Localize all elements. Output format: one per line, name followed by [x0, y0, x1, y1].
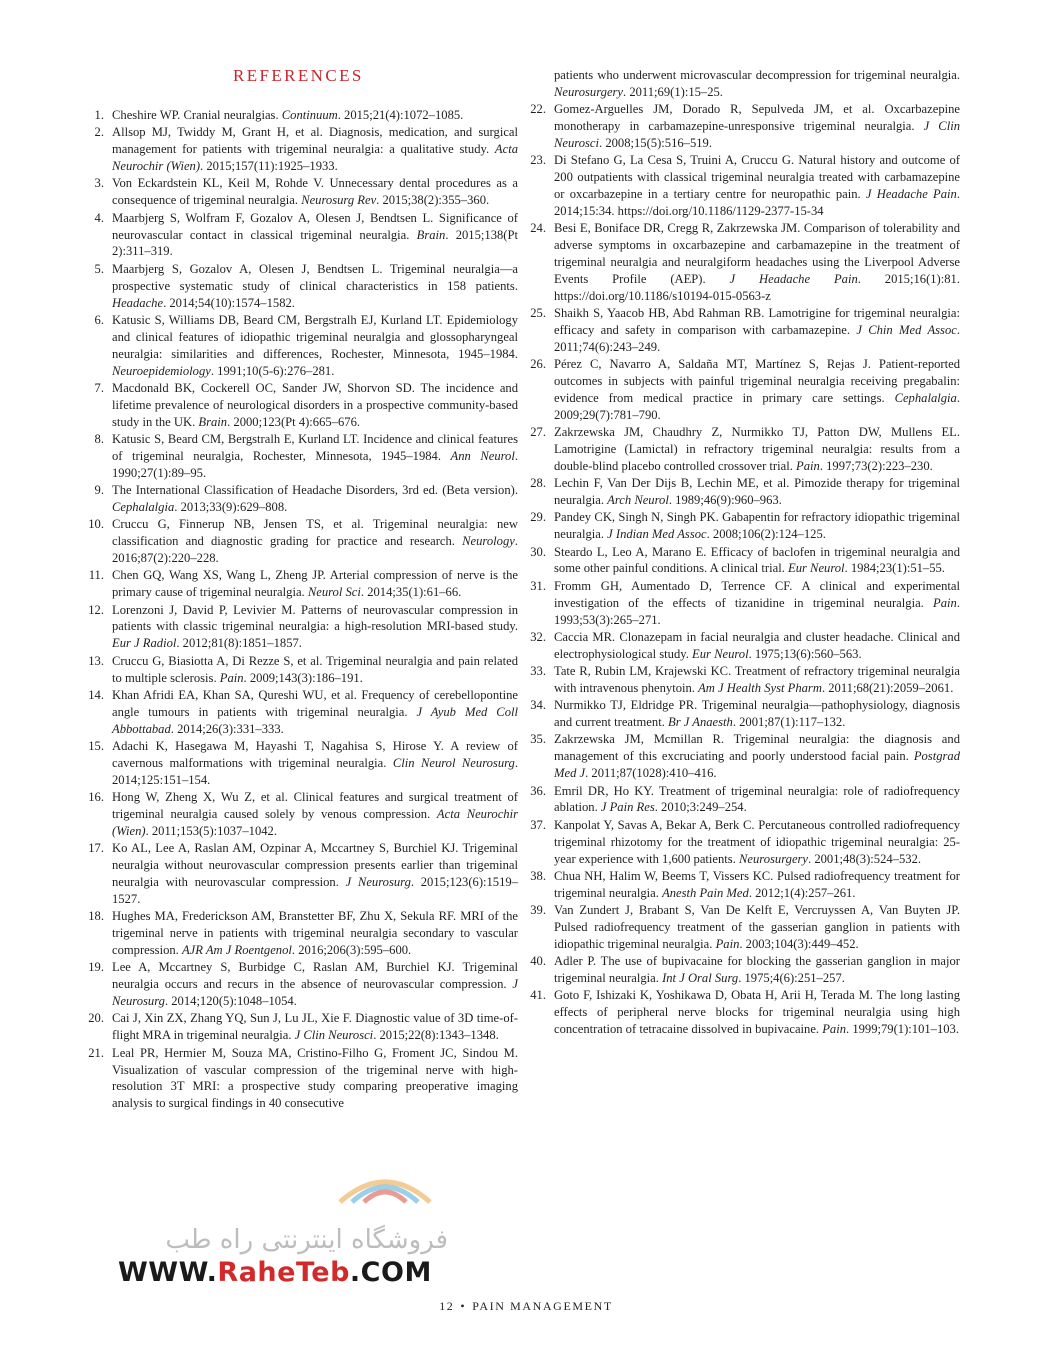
reference-details: . 2012;81(8):1851–1857.: [176, 636, 302, 651]
reference-number: 1.: [94, 108, 104, 122]
reference-citation: Cruccu G, Finnerup NB, Jensen TS, et al. Trigeminal neuralgia: new classification and diagnostic grading for practice and research.: [112, 517, 518, 549]
reference-text: [112, 261, 518, 312]
reference-number: 38.: [530, 868, 546, 883]
reference-details: . 1993;53(3):265–271.: [554, 595, 960, 627]
reference-details: . 2014;15:34. https://doi.org/10.1186/1129-2377-15-34: [554, 186, 960, 218]
reference-number: 12.: [88, 602, 104, 617]
reference-text: [112, 687, 518, 738]
reference-details: . 2014;35(1):61–66.: [360, 585, 462, 600]
reference-details: . 1999;79(1):101–103.: [846, 1022, 960, 1037]
reference-citation: Lorenzoni J, David P, Levivier M. Patterns of neurovascular compression in patients with classic trigeminal neuralgia: a high-resolution MRI-based study.: [112, 602, 518, 634]
reference-continuation-journal: Neurosurgery: [554, 84, 624, 99]
reference-journal: J Headache Pain: [865, 186, 957, 201]
reference-item: [78, 959, 518, 1010]
reference-number: 35.: [530, 732, 546, 747]
reference-item: [520, 783, 960, 817]
reference-journal: Neuroepidemiology: [112, 363, 211, 378]
reference-item: [78, 107, 518, 124]
reference-journal: J Neurosurg: [112, 977, 518, 1009]
reference-journal: Pain: [715, 936, 740, 951]
footer-title: PAIN MANAGEMENT: [472, 1299, 613, 1313]
reference-item: [520, 305, 960, 356]
reference-details: . 2011;74(6):243–249.: [554, 322, 960, 354]
reference-number: 31.: [530, 578, 546, 593]
reference-journal: Brain: [416, 227, 446, 242]
reference-number: 40.: [530, 954, 546, 969]
reference-citation: Caccia MR. Clonazepam in facial neuralgia and cluster headache. Clinical and electrophysiological study.: [554, 629, 960, 661]
reference-citation: Adler P. The use of bupivacaine for blocking the gasserian ganglion in major trigeminal neuralgia.: [554, 954, 960, 986]
reference-citation: Cruccu G, Biasiotta A, Di Rezze S, et al. Trigeminal neuralgia and pain related to multiple sclerosis.: [112, 653, 518, 685]
reference-number: 25.: [530, 305, 546, 320]
reference-details: . 2003;104(3):449–452.: [739, 936, 859, 951]
reference-number: 29.: [530, 510, 546, 525]
reference-text: [554, 697, 960, 731]
reference-citation: Chen GQ, Wang XS, Wang L, Zheng JP. Arterial compression of nerve is the primary cause of trigeminal neuralgia.: [112, 568, 518, 600]
reference-item: [520, 578, 960, 629]
reference-details: . 2015;138(Pt 2):311–319.: [112, 227, 518, 259]
reference-item: [78, 431, 518, 482]
reference-journal: AJR Am J Roentgenol: [181, 943, 292, 958]
reference-item: [78, 210, 518, 261]
reference-details: . 2013;33(9):629–808.: [174, 499, 288, 514]
reference-text: [554, 663, 960, 697]
reference-item: [78, 1045, 518, 1113]
watermark: [118, 1225, 448, 1288]
reference-number: 36.: [530, 783, 546, 798]
reference-number: 8.: [94, 431, 104, 446]
reference-text: [112, 1045, 518, 1113]
references-column-left: [78, 107, 518, 1113]
reference-number: 24.: [530, 220, 546, 235]
reference-details: . 1991;10(5-6):276–281.: [210, 363, 335, 378]
reference-number: 7.: [94, 380, 104, 395]
reference-details: . 2014;54(10):1574–1582.: [163, 295, 295, 310]
reference-details: . 2010;3:249–254.: [654, 800, 747, 815]
reference-item: [520, 663, 960, 697]
reference-number: 17.: [88, 841, 104, 856]
reference-journal: J Clin Neurosci: [294, 1028, 374, 1043]
reference-item: [520, 220, 960, 305]
reference-citation: Pandey CK, Singh N, Singh PK. Gabapentin for refractory idiopathic trigeminal neuralgia.: [554, 510, 960, 542]
reference-citation: Katusic S, Williams DB, Beard CM, Bergstralh EJ, Kurland LT. Epidemiology and clinical features of idiopathic trigeminal neuralgia and glossopharyngeal neuralgia: similarities and differences, Rochester, Minnesota, 1945–1984.: [112, 312, 518, 361]
reference-citation: Hughes MA, Frederickson AM, Branstetter BF, Zhu X, Sekula RF. MRI of the trigeminal nerve in patients with trigeminal neuralgia secondary to vascular compression.: [112, 909, 518, 958]
reference-citation: Van Zundert J, Brabant S, Van De Kelft E, Vercruyssen A, Van Buyten JP. Pulsed radiofrequency treatment of the gasserian ganglion in patients with idiopathic trigeminal neuralgia.: [554, 903, 960, 951]
reference-number: 28.: [530, 476, 546, 491]
reference-journal: Pain: [796, 458, 820, 473]
reference-details: . 2014;26(3):331–333.: [170, 721, 284, 736]
reference-text: [554, 578, 960, 629]
reference-continuation-details: . 2011;69(1):15–25.: [623, 84, 723, 99]
reference-citation: The International Classification of Headache Disorders, 3rd ed. (Beta version).: [112, 483, 518, 498]
reference-text: [554, 356, 960, 424]
reference-citation: Ko AL, Lee A, Raslan AM, Ozpinar A, Mccartney S, Burchiel KJ. Trigeminal neuralgia without neurovascular compression presents earlier than trigeminal neuralgia with neurovascular compression.: [112, 841, 518, 890]
reference-journal: Pain: [219, 670, 244, 685]
reference-details: . 2016;206(3):595–600.: [291, 943, 412, 958]
reference-journal: J Pain Res: [600, 800, 655, 815]
reference-citation: Maarbjerg S, Wolfram F, Gozalov A, Olesen J, Bendtsen L. Significance of neurovascular contact in classical trigeminal neuralgia.: [112, 210, 518, 242]
reference-text: [112, 789, 518, 840]
reference-item: [78, 602, 518, 653]
reference-number: 16.: [88, 790, 104, 805]
page-footer: [0, 1299, 1052, 1314]
reference-citation: Emril DR, Ho KY. Treatment of trigeminal neuralgia: role of radiofrequency ablation.: [554, 783, 960, 815]
reference-text: [112, 908, 518, 959]
watermark-persian-text: فروشگاه اینترنتی راه طب: [165, 1225, 448, 1255]
reference-details: . 2012;1(4):257–261.: [748, 885, 856, 900]
reference-text: [554, 868, 960, 902]
reference-journal: Acta Neurochir (Wien): [112, 142, 518, 174]
reference-number: 11.: [88, 568, 104, 583]
reference-text: [554, 902, 960, 953]
reference-citation: Khan Afridi EA, Khan SA, Qureshi WU, et al. Frequency of cerebellopontine angle tumours in patients with trigeminal neuralgia.: [112, 687, 518, 719]
reference-text: [112, 516, 518, 567]
reference-number: 2.: [94, 125, 104, 140]
reference-text: [554, 509, 960, 543]
reference-journal: Clin Neurol Neurosurg: [392, 755, 515, 770]
reference-citation: Adachi K, Hasegawa M, Hayashi T, Nagahisa S, Hirose Y. A review of cavernous malformations with trigeminal neuralgia.: [112, 739, 518, 770]
reference-details: . 2015;157(11):1925–1933.: [200, 159, 338, 174]
reference-details: . 2011;68(21):2059–2061.: [821, 680, 954, 695]
watermark-url: [118, 1257, 448, 1288]
reference-citation: Pérez C, Navarro A, Saldaña MT, Martínez S, Rejas J. Patient-reported outcomes in subjects with painful trigeminal neuralgia receiving pregabalin: evidence from medical practice in primary care settings.: [554, 356, 960, 405]
reference-citation: Chua NH, Halim W, Beems T, Vissers KC. Pulsed radiofrequency treatment for trigeminal neuralgia.: [554, 868, 960, 900]
reference-citation: Besi E, Boniface DR, Cregg R, Zakrzewska JM. Comparison of tolerability and adverse symptoms in oxcarbazepine and carbamazepine in the treatment of trigeminal neuralgia and neuralgiform headaches using the Liverpool Adverse Events Profile (AEP).: [554, 220, 960, 286]
reference-number: 22.: [530, 101, 546, 116]
reference-item: [520, 544, 960, 578]
reference-journal: Continuum: [281, 108, 338, 122]
reference-item: [78, 261, 518, 312]
reference-number: 19.: [88, 960, 104, 975]
reference-item: [520, 629, 960, 663]
reference-number: 32.: [530, 629, 546, 644]
reference-number: 18.: [88, 909, 104, 924]
reference-text: [112, 738, 518, 789]
reference-text: [112, 107, 518, 124]
reference-text: [112, 431, 518, 482]
reference-text: [112, 959, 518, 1010]
reference-number: 13.: [88, 653, 104, 668]
reference-item: [520, 152, 960, 220]
reference-number: 39.: [530, 903, 546, 918]
reference-number: 34.: [530, 698, 546, 713]
reference-text: [554, 953, 960, 987]
reference-details: . 2011;153(5):1037–1042.: [145, 823, 277, 838]
reference-item: [78, 687, 518, 738]
reference-number: 14.: [88, 687, 104, 702]
reference-citation: Macdonald BK, Cockerell OC, Sander JW, Shorvon SD. The incidence and lifetime prevalence of neurological disorders in a prospective community-based study in the UK.: [112, 380, 518, 429]
reference-journal: Br J Anaesth: [668, 715, 733, 730]
reference-item: [78, 380, 518, 431]
reference-citation: Zakrzewska JM, Chaudhry Z, Nurmikko TJ, Patton DW, Mullens EL. Lamotrigine (Lamictal) in refractory trigeminal neuralgia: results from a double-blind placebo controlled crossover trial.: [554, 424, 960, 473]
watermark-url-suffix: .COM: [349, 1257, 432, 1288]
reference-number: 4.: [94, 210, 104, 225]
reference-details: . 2011;87(1028):410–416.: [585, 766, 717, 781]
reference-citation: Tate R, Rubin LM, Krajewski KC. Treatment of refractory trigeminal neuralgia with intravenous phenytoin.: [554, 664, 960, 695]
reference-text: [554, 152, 960, 220]
reference-citation: Lee A, Mccartney S, Burbidge C, Raslan AM, Burchiel KJ. Trigeminal neuralgia occurs and recurs in the absence of neurovascular compression.: [112, 960, 518, 992]
reference-number: 6.: [94, 312, 104, 327]
reference-item: [78, 312, 518, 380]
references-column-right: [520, 67, 960, 1038]
reference-citation: Von Eckardstein KL, Keil M, Rohde V. Unnecessary dental procedures as a consequence of trigeminal neuralgia.: [112, 176, 518, 208]
reference-journal: Cephalalgia: [112, 499, 175, 514]
reference-item: [520, 101, 960, 152]
reference-citation: Di Stefano G, La Cesa S, Truini A, Cruccu G. Natural history and outcome of 200 outpatients with classical trigeminal neuralgia treated with carbamazepine or oxcarbazepine in a tertiary centre for neuropathic pain.: [554, 152, 960, 201]
page-number: 12: [439, 1299, 455, 1313]
reference-citation: Leal PR, Hermier M, Souza MA, Cristino-Filho G, Froment JC, Sindou M. Visualization of vascular compression of the trigeminal nerve with high-resolution 3T MRI: a prospective study comparing preoperative imaging analysis to surgical findings in 40 consecutive: [112, 1045, 518, 1111]
reference-text: [554, 731, 960, 782]
reference-item: [78, 567, 518, 601]
reference-item: [78, 516, 518, 567]
reference-journal: Headache: [112, 295, 164, 310]
reference-details: . 1984;23(1):51–55.: [844, 561, 945, 576]
reference-text: [554, 987, 960, 1038]
reference-text: [112, 602, 518, 653]
reference-item: [520, 868, 960, 902]
reference-journal: Neurosurgery: [739, 851, 809, 866]
reference-number: 5.: [94, 261, 104, 276]
reference-details: . 1997;73(2):223–230.: [819, 458, 933, 473]
reference-citation: Allsop MJ, Twiddy M, Grant H, et al. Diagnosis, medication, and surgical management for patients with trigeminal neuralgia: a qualitative study.: [112, 125, 518, 157]
reference-number: 20.: [88, 1011, 104, 1026]
reference-text: [554, 305, 960, 356]
reference-number: 26.: [530, 356, 546, 371]
reference-text: [554, 424, 960, 475]
reference-item: [520, 356, 960, 424]
reference-journal: J Headache Pain: [729, 271, 858, 286]
reference-details: . 2008;15(5):516–519.: [599, 135, 713, 150]
reference-number: 21.: [88, 1045, 104, 1060]
reference-citation: Cheshire WP. Cranial neuralgias.: [112, 108, 282, 122]
reference-item: [520, 817, 960, 868]
reference-text: [554, 783, 960, 817]
reference-item: [520, 509, 960, 543]
reference-number: 30.: [530, 544, 546, 559]
reference-details: . 1975;13(6):560–563.: [748, 646, 862, 661]
reference-citation: Hong W, Zheng X, Wu Z, et al. Clinical features and surgical treatment of trigeminal neuralgia caused solely by venous compression.: [112, 790, 518, 822]
reference-journal: Arch Neurol: [607, 493, 669, 507]
reference-journal: Neurosurg Rev: [301, 193, 377, 208]
reference-text: [554, 475, 960, 509]
reference-number: 10.: [88, 517, 104, 532]
reference-journal: Am J Health Syst Pharm: [698, 680, 822, 695]
reference-journal: J Clin Neurosci: [554, 118, 961, 150]
reference-details: . 2016;87(2):220–228.: [112, 534, 518, 566]
reference-citation: Zakrzewska JM, Mcmillan R. Trigeminal neuralgia: the diagnosis and management of this excruciating and poorly understood facial pain.: [554, 732, 960, 764]
reference-text: [112, 312, 518, 380]
reference-details: . 1990;27(1):89–95.: [112, 448, 518, 480]
reference-item: [520, 475, 960, 509]
reference-continuation-text: patients who underwent microvascular decompression for trigeminal neuralgia.: [554, 68, 960, 82]
reference-journal: J Chin Med Assoc: [856, 322, 957, 337]
reference-journal: Acta Neurochir (Wien): [112, 807, 519, 838]
reference-item: [78, 175, 518, 209]
reference-details: . 2015;22(8):1343–1348.: [373, 1028, 499, 1043]
reference-text: [112, 1010, 518, 1044]
reference-text: [112, 380, 518, 431]
reference-details: . 2015;16(1):81. https://doi.org/10.1186/s10194-015-0563-z: [554, 271, 960, 303]
reference-journal: Cephalalgia: [894, 390, 957, 405]
reference-number: 9.: [94, 483, 104, 498]
reference-item: [520, 987, 960, 1038]
reference-journal: Postgrad Med J: [554, 749, 960, 781]
reference-citation: Fromm GH, Aumentado D, Terrence CF. A clinical and experimental investigation of the effects of tizanidine in trigeminal neuralgia.: [554, 578, 960, 610]
reference-details: . 2015;123(6):1519–1527.: [112, 875, 518, 906]
reference-text: [554, 629, 960, 663]
reference-details: . 2014;125:151–154.: [112, 755, 519, 787]
reference-citation: Katusic S, Beard CM, Bergstralh E, Kurland LT. Incidence and clinical features of trigeminal neuralgia, Rochester, Minnesota, 1945–1984.: [112, 431, 518, 463]
reference-text: [554, 220, 960, 305]
reference-text: [554, 544, 960, 578]
footer-separator: •: [460, 1299, 467, 1313]
reference-journal: Brain: [198, 414, 228, 429]
reference-item: [520, 953, 960, 987]
reference-citation: Lechin F, Van Der Dijs B, Lechin ME, et al. Pimozide therapy for trigeminal neuralgia.: [554, 476, 960, 507]
reference-journal: Anesth Pain Med: [662, 885, 749, 900]
reference-item: [520, 424, 960, 475]
raheteb-logo: [330, 1168, 440, 1208]
reference-details: . 2001;48(3):524–532.: [808, 851, 922, 866]
reference-number: 27.: [530, 424, 546, 439]
reference-details: . 2014;120(5):1048–1054.: [164, 994, 297, 1009]
reference-item: [78, 1010, 518, 1044]
reference-details: . 2009;143(3):186–191.: [243, 670, 363, 685]
reference-details: . 2008;106(2):124–125.: [706, 527, 826, 542]
reference-journal: Eur J Radiol: [112, 636, 177, 651]
reference-number: 37.: [530, 817, 546, 832]
reference-item: [520, 902, 960, 953]
reference-number: 41.: [530, 988, 546, 1003]
reference-citation: Maarbjerg S, Gozalov A, Olesen J, Bendtsen L. Trigeminal neuralgia—a prospective systematic study of clinical characteristics in 158 patients.: [112, 261, 518, 293]
reference-journal: J Ayub Med Coll Abbottabad: [112, 704, 518, 736]
reference-number: 3.: [94, 176, 104, 191]
reference-text: [112, 210, 518, 261]
reference-journal: J Indian Med Assoc: [607, 527, 707, 542]
reference-journal: J Neurosurg: [345, 875, 411, 890]
reference-item: [78, 124, 518, 175]
reference-citation: Steardo L, Leo A, Marano E. Efficacy of baclofen in trigeminal neuralgia and some other painful conditions. A clinical trial.: [554, 544, 960, 576]
reference-number: 33.: [530, 664, 546, 679]
reference-citation: Gomez-Arguelles JM, Dorado R, Sepulveda JM, et al. Oxcarbazepine monotherapy in carbamazepine-unresponsive trigeminal neuralgia.: [554, 101, 960, 133]
reference-journal: Ann Neurol: [450, 448, 515, 463]
reference-citation: Cai J, Xin ZX, Zhang YQ, Sun J, Lu JL, Xie F. Diagnostic value of 3D time-of-flight MRA in trigeminal neuralgia.: [112, 1011, 518, 1043]
reference-item: [520, 731, 960, 782]
reference-text: [112, 124, 518, 175]
reference-details: . 2009;29(7):781–790.: [554, 390, 960, 422]
reference-item: [78, 908, 518, 959]
reference-item: [78, 482, 518, 516]
reference-item: [78, 653, 518, 687]
reference-journal: Eur Neurol: [788, 561, 845, 576]
reference-text: [554, 817, 960, 868]
reference-citation: Kanpolat Y, Savas A, Bekar A, Berk C. Percutaneous controlled radiofrequency trigeminal rhizotomy for the treatment of idiopathic trigeminal neuralgia: 25-year experience with 1,600 patients.: [554, 817, 960, 866]
reference-journal: Neurology: [462, 534, 515, 549]
reference-details: . 2015;21(4):1072–1085.: [337, 108, 464, 122]
reference-journal: Pain: [933, 595, 957, 610]
reference-text: [112, 653, 518, 687]
reference-journal: Pain: [822, 1022, 847, 1037]
reference-journal: Neurol Sci: [307, 585, 361, 600]
reference-item: [78, 840, 518, 908]
reference-text: [112, 567, 518, 601]
reference-text: [112, 175, 518, 209]
reference-journal: Int J Oral Surg: [662, 971, 739, 986]
reference-details: . 2015;38(2):355–360.: [376, 193, 490, 208]
reference-details: . 1989;46(9):960–963.: [668, 493, 782, 507]
reference-text: [112, 840, 518, 908]
reference-details: . 2000;123(Pt 4):665–676.: [227, 414, 361, 429]
reference-item: [520, 697, 960, 731]
reference-continuation: [520, 67, 960, 101]
reference-number: 23.: [530, 152, 546, 167]
reference-item: [78, 789, 518, 840]
reference-number: 15.: [88, 739, 104, 753]
watermark-url-brand: RaheTeb: [217, 1257, 350, 1288]
reference-text: [554, 101, 960, 152]
reference-journal: Eur Neurol: [692, 646, 749, 661]
reference-details: . 2001;87(1):117–132.: [732, 715, 846, 730]
reference-citation: Shaikh S, Yaacob HB, Abd Rahman RB. Lamotrigine for trigeminal neuralgia: efficacy and safety in comparison with carbamazepine.: [554, 305, 960, 337]
watermark-url-prefix: WWW.: [118, 1257, 218, 1288]
reference-citation: Goto F, Ishizaki K, Yoshikawa D, Obata H, Arii H, Terada M. The long lasting effects of peripheral nerve blocks for trigeminal neuralgia using high concentration of tetracaine dissolved in bupivacaine.: [554, 988, 960, 1037]
reference-item: [78, 738, 518, 789]
reference-text: [112, 482, 518, 516]
reference-details: . 1975;4(6):251–257.: [738, 971, 845, 986]
reference-citation: Nurmikko TJ, Eldridge PR. Trigeminal neuralgia—pathophysiology, diagnosis and current treatment.: [554, 698, 960, 730]
references-heading: REFERENCES: [233, 66, 364, 85]
